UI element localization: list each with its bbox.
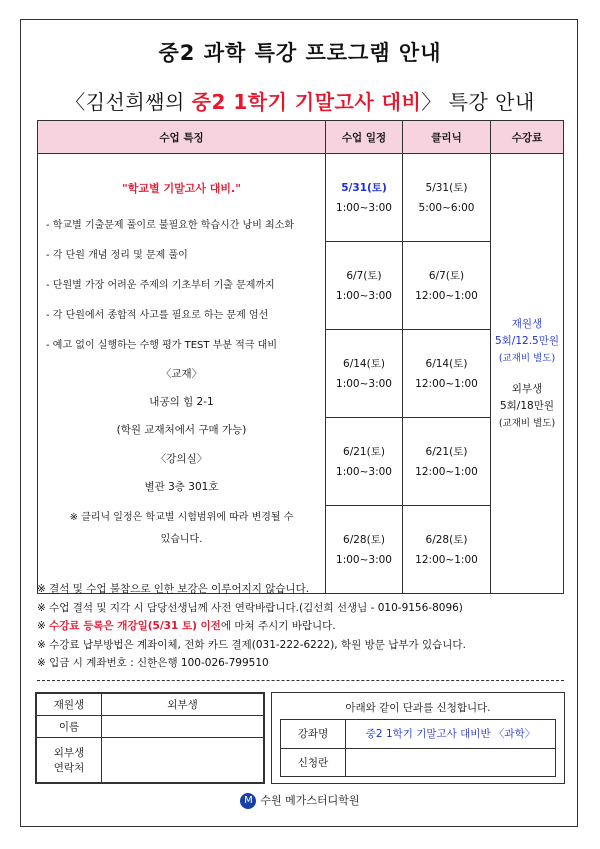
clinic-cell	[403, 154, 491, 242]
notice-prefix: ※	[37, 620, 50, 632]
feature-item: - 단원별 가장 어려운 주제의 기초부터 기출 문제까지	[46, 280, 275, 291]
fee-current-note: (교재비 별도)	[498, 352, 556, 364]
clinic-time: 5:00~6:00	[418, 201, 475, 214]
table-row	[38, 154, 564, 242]
feature-item: - 학교별 기출문제 풀이로 불필요한 학습시간 낭비 최소화	[46, 220, 295, 231]
clinic-note-line1: ※ 클리닉 일정은 학교별 시험범위에 따라 변경될 수	[69, 512, 294, 523]
notice-item: ※ 수강료 납부방법은 계좌이체, 전화 카드 결제(031-222-6222), 학원 방문 납부가 있습니다.	[37, 638, 466, 651]
schedule-time: 1:00~3:00	[336, 201, 392, 214]
page-subtitle	[0, 86, 600, 115]
clinic-date: 5/31(토)	[425, 181, 468, 194]
name-label: 이름	[37, 716, 102, 738]
application-intro: 아래와 같이 단과를 신청합니다.	[345, 702, 491, 714]
col-header-features: 수업 특징	[38, 121, 326, 154]
notice-item: ※ 수업 결석 및 지각 시 담당선생님께 사전 연락바랍니다.(김선희 선생님 - 010-9156-8096)	[37, 601, 463, 614]
room-block	[46, 451, 317, 494]
page-title: 중2 과학 특강 프로그램 안내	[158, 41, 442, 65]
name-field[interactable]	[102, 716, 264, 738]
schedule-time: 1:00~3:00	[336, 289, 392, 302]
notice-item: ※ 입금 시 계좌번호 : 신한은행 100-026-799510	[37, 657, 269, 669]
subtitle-left: 〈김선희쌤의	[65, 90, 192, 114]
clinic-time: 12:00~1:00	[415, 465, 478, 478]
academy-logo-icon: M	[240, 793, 256, 809]
fee-current-price: 5회/12.5만원	[494, 334, 560, 347]
subtitle-highlight: 중2 1학기 기말고사 대비	[191, 90, 422, 114]
notice-item	[37, 617, 466, 636]
subtitle-right: 〉 특강 안내	[421, 90, 535, 114]
schedule-time: 1:00~3:00	[336, 465, 392, 478]
course-table	[37, 120, 564, 594]
outside-student-label[interactable]: 외부생	[102, 694, 264, 716]
schedule-time: 1:00~3:00	[336, 377, 392, 390]
clinic-date: 6/14(토)	[425, 357, 468, 370]
textbook-buy: (학원 교재처에서 구매 가능)	[116, 424, 247, 436]
features-headline: "학교별 기말고사 대비."	[122, 182, 241, 195]
clinic-time: 12:00~1:00	[415, 553, 478, 566]
table-header-row	[38, 121, 564, 154]
textbook-block	[46, 366, 317, 437]
schedule-date: 5/31(토)	[341, 181, 387, 194]
clinic-time: 12:00~1:00	[415, 377, 478, 390]
clinic-note	[46, 507, 317, 551]
fee-cell	[491, 154, 564, 594]
schedule-date: 6/28(토)	[343, 533, 385, 546]
fee-current-label: 재원생	[511, 317, 543, 330]
clinic-date: 6/28(토)	[425, 533, 468, 546]
feature-item: - 예고 없이 실행하는 수행 평가 TEST 부분 적극 대비	[46, 340, 277, 351]
col-header-clinic: 클리닉	[403, 121, 491, 154]
textbook-name: 내공의 힘 2-1	[149, 396, 214, 408]
notice-list	[37, 580, 466, 673]
contact-field[interactable]	[102, 738, 264, 783]
notice-item: ※ 결석 및 수업 불참으로 인한 보강은 이루어지지 않습니다.	[37, 583, 310, 595]
clinic-cell	[403, 330, 491, 418]
schedule-cell	[326, 242, 403, 330]
fee-outside-price: 5회/18만원	[499, 399, 554, 412]
academy-footer	[0, 792, 600, 809]
notice-suffix: 에 마쳐 주시기 바랍니다.	[220, 620, 336, 632]
schedule-time: 1:00~3:00	[336, 553, 392, 566]
sign-label: 신청란	[281, 748, 346, 777]
course-label: 강좌명	[281, 720, 346, 749]
contact-label-line2: 연락처	[53, 762, 85, 774]
schedule-cell	[326, 330, 403, 418]
schedule-cell	[326, 418, 403, 506]
col-header-fee: 수강료	[491, 121, 564, 154]
academy-name: 수원 메가스터디학원	[260, 794, 360, 807]
cut-line	[37, 680, 564, 681]
clinic-note-line2: 있습니다.	[160, 534, 203, 545]
notice-highlight: 수강료 등록은 개강일(5/31 토) 이전	[49, 620, 221, 632]
student-info-form	[35, 692, 265, 784]
schedule-date: 6/14(토)	[343, 357, 385, 370]
col-header-schedule: 수업 일정	[326, 121, 403, 154]
fee-outside-note: (교재비 별도)	[498, 417, 556, 429]
course-value: 중2 1학기 기말고사 대비반 〈과학〉	[346, 720, 556, 749]
clinic-date: 6/21(토)	[425, 445, 468, 458]
fee-outside-label: 외부생	[511, 382, 543, 395]
schedule-date: 6/21(토)	[343, 445, 385, 458]
features-cell	[38, 154, 326, 594]
feature-item: - 각 단원 개념 정리 및 문제 풀이	[46, 250, 188, 261]
clinic-cell	[403, 242, 491, 330]
feature-item: - 각 단원에서 종합적 사고를 필요로 하는 문제 엄선	[46, 310, 269, 321]
sign-field[interactable]	[346, 748, 556, 777]
contact-label-line1: 외부생	[53, 747, 85, 759]
schedule-cell	[326, 154, 403, 242]
application-form	[271, 692, 565, 784]
room-name: 별관 3층 301호	[144, 481, 219, 493]
clinic-time: 12:00~1:00	[415, 289, 478, 302]
contact-label	[37, 738, 102, 783]
clinic-cell	[403, 418, 491, 506]
clinic-date: 6/7(토)	[428, 269, 465, 282]
schedule-date: 6/7(토)	[346, 269, 382, 282]
room-label: 〈강의실〉	[155, 453, 208, 465]
textbook-label: 〈교재〉	[160, 368, 203, 380]
current-student-label[interactable]: 재원생	[37, 694, 102, 716]
